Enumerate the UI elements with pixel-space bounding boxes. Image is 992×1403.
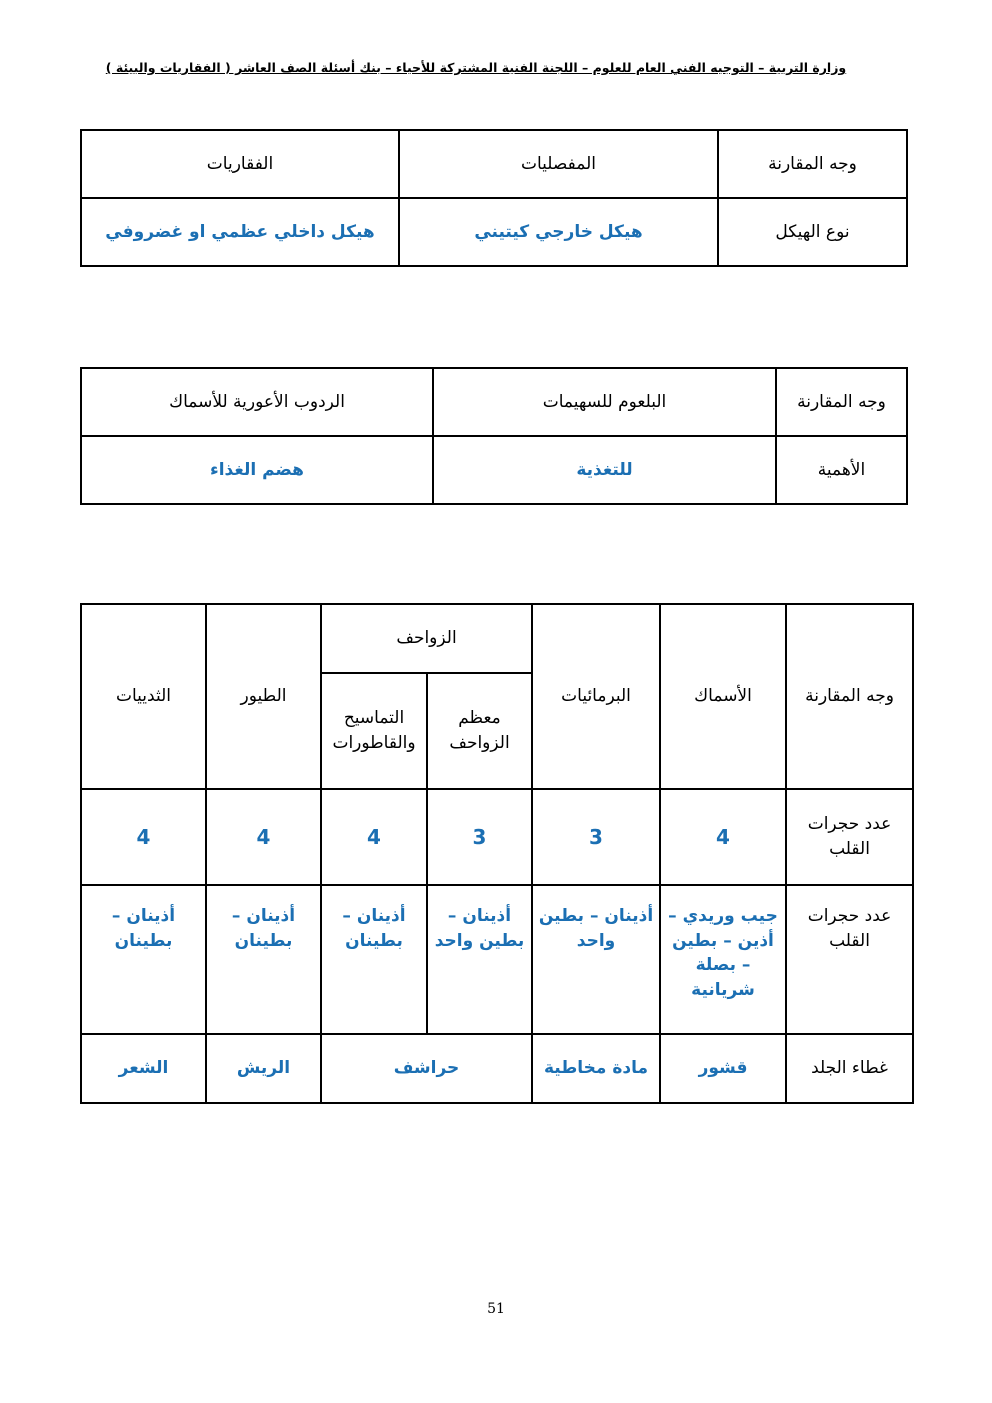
- chambers-mammals: 4: [81, 789, 206, 885]
- function-comparison-table: [80, 367, 908, 505]
- column-header-mammals: الثدييات: [81, 604, 206, 789]
- table-row: [81, 368, 907, 436]
- chambers-amphibians: 3: [532, 789, 660, 885]
- heart-mammals: أذينان – بطينان: [81, 885, 206, 1034]
- column-header-arthropods: المفصليات: [399, 130, 718, 198]
- column-header-fish: الأسماك: [660, 604, 786, 789]
- answer-caeca: هضم الغذاء: [81, 436, 433, 504]
- page-number: 51: [487, 1301, 505, 1317]
- heart-crocodilians: أذينان – بطينان: [321, 885, 427, 1034]
- answer-arthropods: هيكل خارجي كيتيني: [399, 198, 718, 266]
- heart-fish: جيب وريدي – أذين – بطين – بصلة شريانية: [660, 885, 786, 1034]
- column-header-amphibians: البرمائيات: [532, 604, 660, 789]
- page-header: وزارة التربية – التوجيه الفني العام للعلوم – اللجنة الفنية المشتركة للأحياء – بنك أسئلة الصف العاشر ( الفقاريات والبيئة ): [105, 60, 847, 75]
- row-label-heart-structure: عدد حجرات القلب: [786, 885, 913, 1034]
- row-label-skin-covering: غطاء الجلد: [786, 1034, 913, 1103]
- answer-pharynx: للتغذية: [433, 436, 776, 504]
- table-row: [81, 885, 913, 1034]
- vertebrate-classes-table: [80, 603, 914, 1104]
- table-row: [81, 604, 913, 673]
- heart-most-reptiles: أذينان – بطين واحد: [427, 885, 532, 1034]
- comparison-label: وجه المقارنة: [786, 604, 913, 789]
- column-header-caeca: الردوب الأعورية للأسماك: [81, 368, 433, 436]
- heart-birds: أذينان – بطينان: [206, 885, 321, 1034]
- table-row: [81, 130, 907, 198]
- answer-vertebrates: هيكل داخلي عظمي او غضروفي: [81, 198, 399, 266]
- chambers-most-reptiles: 3: [427, 789, 532, 885]
- table-row: [81, 789, 913, 885]
- skin-birds: الريش: [206, 1034, 321, 1103]
- row-label-heart-chambers: عدد حجرات القلب: [786, 789, 913, 885]
- column-header-reptiles: الزواحف: [321, 604, 532, 673]
- column-header-birds: الطيور: [206, 604, 321, 789]
- row-label-skeleton-type: نوع الهيكل: [718, 198, 907, 266]
- comparison-label: وجه المقارنة: [718, 130, 907, 198]
- skin-fish: قشور: [660, 1034, 786, 1103]
- table-row: [81, 436, 907, 504]
- subheader-most-reptiles: معظم الزواحف: [427, 673, 532, 789]
- subheader-crocodilians: التماسيح والقاطورات: [321, 673, 427, 789]
- skin-mammals: الشعر: [81, 1034, 206, 1103]
- heart-amphibians: أذينان – بطين واحد: [532, 885, 660, 1034]
- column-header-pharynx: البلعوم للسهيمات: [433, 368, 776, 436]
- column-header-vertebrates: الفقاريات: [81, 130, 399, 198]
- row-label-importance: الأهمية: [776, 436, 907, 504]
- chambers-birds: 4: [206, 789, 321, 885]
- table-row: [81, 198, 907, 266]
- skin-reptiles: حراشف: [321, 1034, 532, 1103]
- skin-amphibians: مادة مخاطية: [532, 1034, 660, 1103]
- comparison-label: وجه المقارنة: [776, 368, 907, 436]
- chambers-fish: 4: [660, 789, 786, 885]
- table-row: [81, 1034, 913, 1103]
- chambers-crocodilians: 4: [321, 789, 427, 885]
- skeleton-comparison-table: [80, 129, 908, 267]
